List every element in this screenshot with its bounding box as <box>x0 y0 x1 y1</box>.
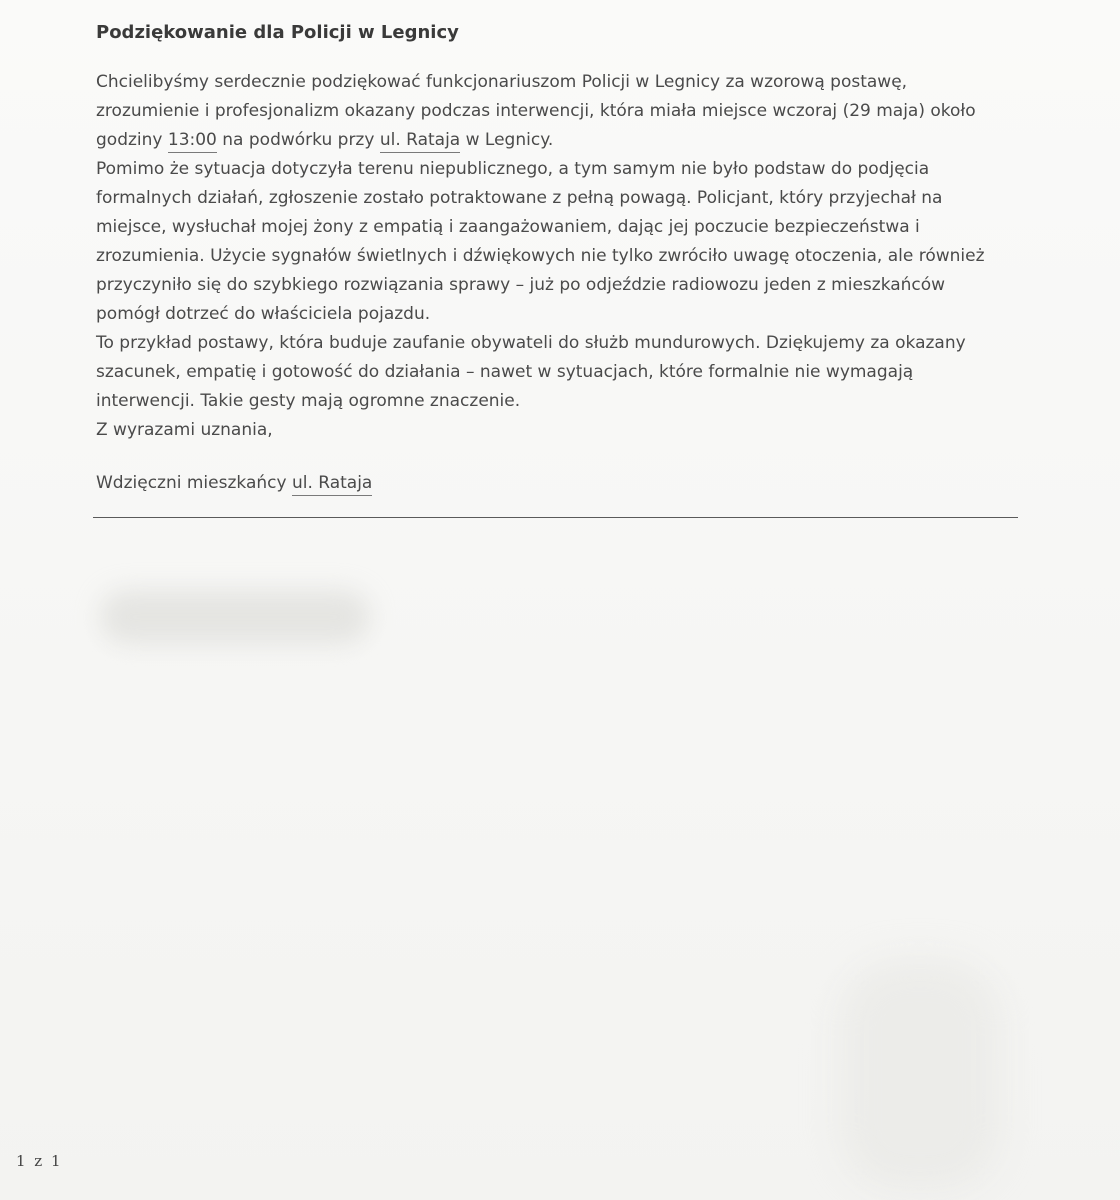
closing-line: Z wyrazami uznania, <box>96 420 273 440</box>
text-line: miejsce, wysłuchał mojej żony z empatią i zaangażowaniem, dając jej poczucie bezpieczeństwa i <box>96 217 920 237</box>
text-line: interwencji. Takie gesty mają ogromne znaczenie. <box>96 391 521 411</box>
paragraph-2 <box>96 155 1026 329</box>
signature-text: Wdzięczni mieszkańcy <box>96 473 292 493</box>
text-line: Chcielibyśmy serdecznie podziękować funkcjonariuszom Policji w Legnicy za wzorową postawę, <box>96 72 908 92</box>
letter-title: Podziękowanie dla Policji w Legnicy <box>96 22 459 43</box>
text-line: przyczyniło się do szybkiego rozwiązania sprawy – już po odjeździe radiowozu jeden z mieszkańców <box>96 275 946 295</box>
signature-street: ul. Rataja <box>292 473 372 496</box>
street-underlined: ul. Rataja <box>380 130 460 153</box>
text-line: To przykład postawy, która buduje zaufanie obywateli do służb mundurowych. Dziękujemy za okazany <box>96 333 966 353</box>
text-fragment: godziny <box>96 130 168 150</box>
text-line: zrozumienia. Użycie sygnałów świetlnych i dźwiękowych nie tylko zwróciło uwagę otoczenia, ale również <box>96 246 985 266</box>
paragraph-3 <box>96 329 1026 416</box>
text-line: pomógł dotrzeć do właściciela pojazdu. <box>96 304 431 324</box>
text-line: Pomimo że sytuacja dotyczyła terenu niepublicznego, a tym samym nie było podstaw do podjęcia <box>96 159 930 179</box>
text-fragment: na podwórku przy <box>216 130 380 150</box>
letter-body <box>96 20 1026 498</box>
text-fragment: w Legnicy. <box>460 130 554 150</box>
paper-smudge <box>840 960 1000 1190</box>
text-line: szacunek, empatię i gotowość do działania – nawet w sytuacjach, które formalnie nie wymagają <box>96 362 914 382</box>
page-number: 1 z 1 <box>16 1152 63 1170</box>
time-underlined: 13:00 <box>168 130 217 153</box>
paragraph-1 <box>96 68 1026 155</box>
signature-divider <box>93 517 1018 518</box>
paper-smudge <box>100 590 370 644</box>
text-line: zrozumienie i profesjonalizm okazany podczas interwencji, która miała miejsce wczoraj (29 maja) około <box>96 101 976 121</box>
signature <box>96 469 1026 498</box>
text-line <box>96 126 1026 155</box>
text-line: formalnych działań, zgłoszenie zostało potraktowane z pełną powagą. Policjant, który przyjechał na <box>96 188 943 208</box>
